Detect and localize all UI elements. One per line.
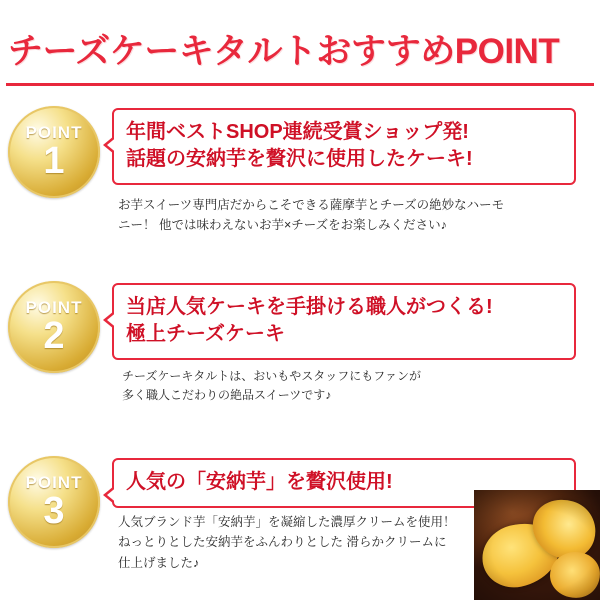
point-body-line: 多く職人こだわりの絶品スイーツです♪: [122, 388, 332, 403]
point-headline-bubble-2: [112, 283, 576, 360]
point-badge-word: POINT: [25, 298, 83, 318]
point-headline-line: 年間ベストSHOP連続受賞ショップ発!: [126, 121, 469, 143]
point-badge-number: 2: [43, 315, 65, 358]
point-headline-line: 極上チーズケーキ: [126, 322, 285, 345]
point-body-line: 仕上げました♪: [118, 555, 200, 570]
point-badge-2: [8, 281, 100, 373]
point-headline-line: 当店人気ケーキを手掛ける職人がつくる!: [126, 296, 493, 318]
page-title: チーズケーキタルトおすすめPOINT: [8, 31, 560, 71]
page-header: [0, 22, 600, 80]
photo-vignette: [474, 490, 600, 600]
point-block-1: [0, 100, 600, 250]
point-headline-line: 話題の安納芋を贅沢に使用したケーキ!: [126, 147, 473, 170]
point-body-line: 人気ブランド芋「安納芋」を凝縮した濃厚クリームを使用！: [118, 515, 456, 529]
point-badge-word: POINT: [25, 473, 83, 493]
point-body-line: お芋スイーツ専門店だからこそできる薩摩芋とチーズの絶妙なハーモ: [118, 198, 505, 212]
point-badge-3: [8, 456, 100, 548]
point-badge-number: 3: [43, 490, 65, 533]
point-body-2: [122, 367, 584, 406]
header-divider: [6, 83, 594, 86]
point-headline-bubble-1: [112, 108, 576, 185]
point-body-line: チーズケーキタルトは、おいもやスタッフにもファンが: [122, 369, 422, 383]
point-body-line: ニー！ 他では味わえないお芋×チーズをお楽しみください♪: [118, 218, 447, 233]
roasted-sweet-potato-photo: [474, 490, 600, 600]
point-headline-line: 人気の「安納芋」を贅沢使用!: [126, 471, 393, 493]
point-badge-1: [8, 106, 100, 198]
point-block-2: [0, 275, 600, 410]
point-body-3: [118, 512, 458, 573]
point-badge-word: POINT: [25, 123, 83, 143]
point-badge-number: 1: [43, 140, 65, 183]
point-body-line: ねっとりとした安納芋をふんわりとした 滑らかクリームに: [118, 535, 447, 550]
point-body-1: [118, 195, 580, 236]
